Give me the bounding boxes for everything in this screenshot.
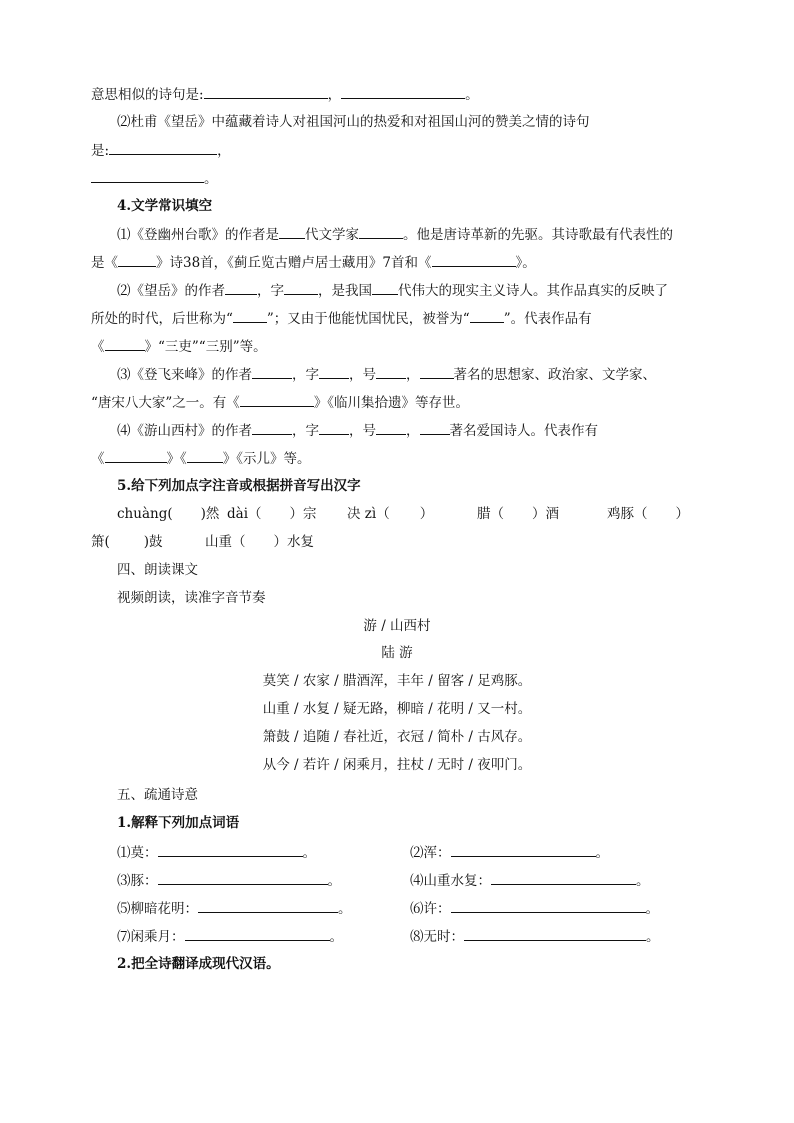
row-text: ⑷《游山西村》的作者 xyxy=(117,423,252,439)
item-4-row-1 xyxy=(117,420,598,441)
pinyin-text: ）宗 xyxy=(289,506,317,522)
row-text: 。他是唐诗革新的先驱。其诗歌最有代表性的 xyxy=(403,227,673,243)
period: 。 xyxy=(636,873,650,889)
poem-line: 箫鼓 / 追随 / 春社近，衣冠 / 简朴 / 古风存。 xyxy=(262,729,532,745)
answer-blank[interactable] xyxy=(420,364,454,379)
row-text: 《 xyxy=(91,339,105,355)
q2-answer-row-1 xyxy=(91,140,231,161)
vocab-item xyxy=(117,898,352,919)
pinyin-text: 山重（ xyxy=(205,534,246,550)
row-text: ”。代表作品有 xyxy=(503,311,592,327)
answer-blank[interactable] xyxy=(118,252,156,267)
period: 。 xyxy=(645,901,659,917)
row-text: 。 xyxy=(204,171,218,187)
answer-blank[interactable] xyxy=(341,84,465,99)
pinyin-text: ）酒 xyxy=(532,506,559,522)
pinyin-text: )然 xyxy=(200,506,220,522)
row-text: 》《示儿》等。 xyxy=(222,451,311,467)
answer-blank[interactable] xyxy=(105,336,145,351)
answer-blank[interactable] xyxy=(451,898,646,913)
vocab-label: ⑺闲乘月： xyxy=(117,929,185,945)
row-text: 是: xyxy=(91,143,110,159)
row-text: ， xyxy=(406,367,420,383)
answer-blank[interactable] xyxy=(240,392,314,407)
row-text: ，字 xyxy=(292,367,319,383)
answer-blank[interactable] xyxy=(470,308,504,323)
period: 。 xyxy=(338,901,352,917)
answer-blank[interactable] xyxy=(225,280,257,295)
row-text: 》“三吏”“三别”等。 xyxy=(144,339,267,355)
vocab-item xyxy=(410,898,659,919)
answer-blank[interactable] xyxy=(185,926,330,941)
vocab-label: ⑹许： xyxy=(410,901,451,917)
answer-blank[interactable] xyxy=(376,364,406,379)
answer-blank[interactable] xyxy=(109,140,217,155)
poem-author: 陆 游 xyxy=(381,645,413,661)
pinyin-text: ） xyxy=(675,506,689,522)
answer-blank[interactable] xyxy=(376,420,406,435)
row-text: ， xyxy=(327,87,342,103)
row-text: ”；又由于他能忧国忧民，被誉为“ xyxy=(266,311,470,327)
answer-blank[interactable] xyxy=(372,280,398,295)
row-text: ， xyxy=(406,423,420,439)
pinyin-text: ） xyxy=(419,506,434,522)
q1-heading: 1.解释下列加点词语 xyxy=(117,815,240,831)
item-1-row-1 xyxy=(117,224,673,245)
pinyin-text: 箫( xyxy=(91,534,110,550)
vocab-label: ⑵浑： xyxy=(410,845,451,861)
poem-line: 莫笑 / 农家 / 腊酒浑，丰年 / 留客 / 足鸡豚。 xyxy=(262,673,532,689)
answer-blank[interactable] xyxy=(252,364,292,379)
answer-blank[interactable] xyxy=(105,448,167,463)
section-4-heading: 4.文学常识填空 xyxy=(117,198,213,214)
answer-blank[interactable] xyxy=(204,84,328,99)
vocab-label: ⑸柳暗花明： xyxy=(117,901,198,917)
answer-blank[interactable] xyxy=(319,364,349,379)
item-3-row-1 xyxy=(117,364,656,385)
answer-blank[interactable] xyxy=(432,252,516,267)
vocab-item xyxy=(410,870,650,891)
row-text: ，是我国 xyxy=(318,283,372,299)
part-5-heading: 五、疏通诗意 xyxy=(117,787,198,803)
row-text: 著名爱国诗人。代表作有 xyxy=(449,423,598,439)
item-2-row-3 xyxy=(91,336,267,357)
answer-blank[interactable] xyxy=(491,870,636,885)
answer-blank[interactable] xyxy=(279,224,305,239)
poem-line: 山重 / 水复 / 疑无路，柳暗 / 花明 / 又一村。 xyxy=(262,701,532,717)
row-text: 意思相似的诗句是: xyxy=(91,87,204,103)
answer-blank[interactable] xyxy=(359,224,403,239)
period: 。 xyxy=(302,845,316,861)
row-text: 是《 xyxy=(91,255,118,271)
period: 。 xyxy=(329,929,343,945)
vocab-label: ⑷山重水复： xyxy=(410,873,491,889)
row-text: 》诗38首，《蓟丘览古赠卢居士藏用》7首和《 xyxy=(156,255,432,271)
vocab-label: ⑴莫： xyxy=(117,845,158,861)
vocab-item xyxy=(117,842,316,863)
item-4-row-2 xyxy=(91,448,311,469)
item-2-row-2 xyxy=(91,308,592,329)
vocab-item xyxy=(410,842,609,863)
row-text: ⑴《登幽州台歌》的作者是 xyxy=(117,227,279,243)
period: 。 xyxy=(646,929,660,945)
pinyin-text: 决 zì（ xyxy=(347,506,390,522)
section-5-heading: 5.给下列加点字注音或根据拼音写出汉字 xyxy=(117,478,361,494)
row-text: ，号 xyxy=(349,367,376,383)
pinyin-text: 鸡豚（ xyxy=(607,506,648,522)
answer-blank[interactable] xyxy=(91,168,204,183)
part-4-heading: 四、朗读课文 xyxy=(117,562,198,578)
answer-blank[interactable] xyxy=(252,420,292,435)
pinyin-text: dài（ xyxy=(227,506,262,522)
poem-title: 游 / 山西村 xyxy=(363,618,431,634)
answer-blank[interactable] xyxy=(451,842,596,857)
question-2-label: ⑵杜甫《望岳》中蕴藏着诗人对祖国河山的热爱和对祖国山河的赞美之情的诗句 xyxy=(117,114,590,130)
answer-blank[interactable] xyxy=(420,420,450,435)
item-2-row-1 xyxy=(117,280,668,301)
period: 。 xyxy=(595,845,609,861)
answer-blank[interactable] xyxy=(198,898,338,913)
row-text: 所处的时代，后世称为“ xyxy=(91,311,233,327)
answer-blank[interactable] xyxy=(187,448,223,463)
row-text: ，字 xyxy=(257,283,284,299)
vocab-item xyxy=(117,926,343,947)
row-text: 。 xyxy=(465,87,479,103)
pinyin-text: chuàng( xyxy=(117,506,173,522)
pinyin-text: ）水复 xyxy=(273,534,314,550)
vocab-item xyxy=(410,926,660,947)
answer-blank[interactable] xyxy=(158,842,303,857)
row-text: ，号 xyxy=(349,423,376,439)
item-1-row-2 xyxy=(91,252,536,273)
similar-lines-row xyxy=(91,84,479,105)
answer-blank[interactable] xyxy=(284,280,318,295)
part-4-subheading: 视频朗读，读准字音节奏 xyxy=(117,590,266,606)
poem-line: 从今 / 若许 / 闲乘月，拄杖 / 无时 / 夜叩门。 xyxy=(262,757,532,773)
answer-blank[interactable] xyxy=(233,308,267,323)
row-text: 》。 xyxy=(515,255,536,271)
answer-blank[interactable] xyxy=(464,926,646,941)
item-3-row-2 xyxy=(91,392,469,413)
row-text: 著名的思想家、政治家、文学家、 xyxy=(453,367,656,383)
row-text: ⑵《望岳》的作者 xyxy=(117,283,225,299)
row-text: 《 xyxy=(91,451,105,467)
row-text: 代文学家 xyxy=(305,227,359,243)
row-text: 代伟大的现实主义诗人。其作品真实的反映了 xyxy=(398,283,668,299)
answer-blank[interactable] xyxy=(158,870,328,885)
pinyin-text: )鼓 xyxy=(143,534,163,550)
vocab-label: ⑶豚： xyxy=(117,873,158,889)
vocab-item xyxy=(117,870,341,891)
pinyin-text: 腊（ xyxy=(477,506,504,522)
vocab-label: ⑻无时： xyxy=(410,929,464,945)
row-text: “唐宋八大家”之一。有《 xyxy=(91,395,240,411)
period: 。 xyxy=(327,873,341,889)
row-text: ， xyxy=(217,143,231,159)
q2-answer-row-2 xyxy=(91,168,218,189)
row-text: 》《临川集拾遗》等存世。 xyxy=(313,395,470,411)
row-text: ，字 xyxy=(292,423,319,439)
row-text: 》《 xyxy=(166,451,187,467)
answer-blank[interactable] xyxy=(319,420,349,435)
q2-heading: 2.把全诗翻译成现代汉语。 xyxy=(117,956,280,972)
row-text: ⑶《登飞来峰》的作者 xyxy=(117,367,252,383)
